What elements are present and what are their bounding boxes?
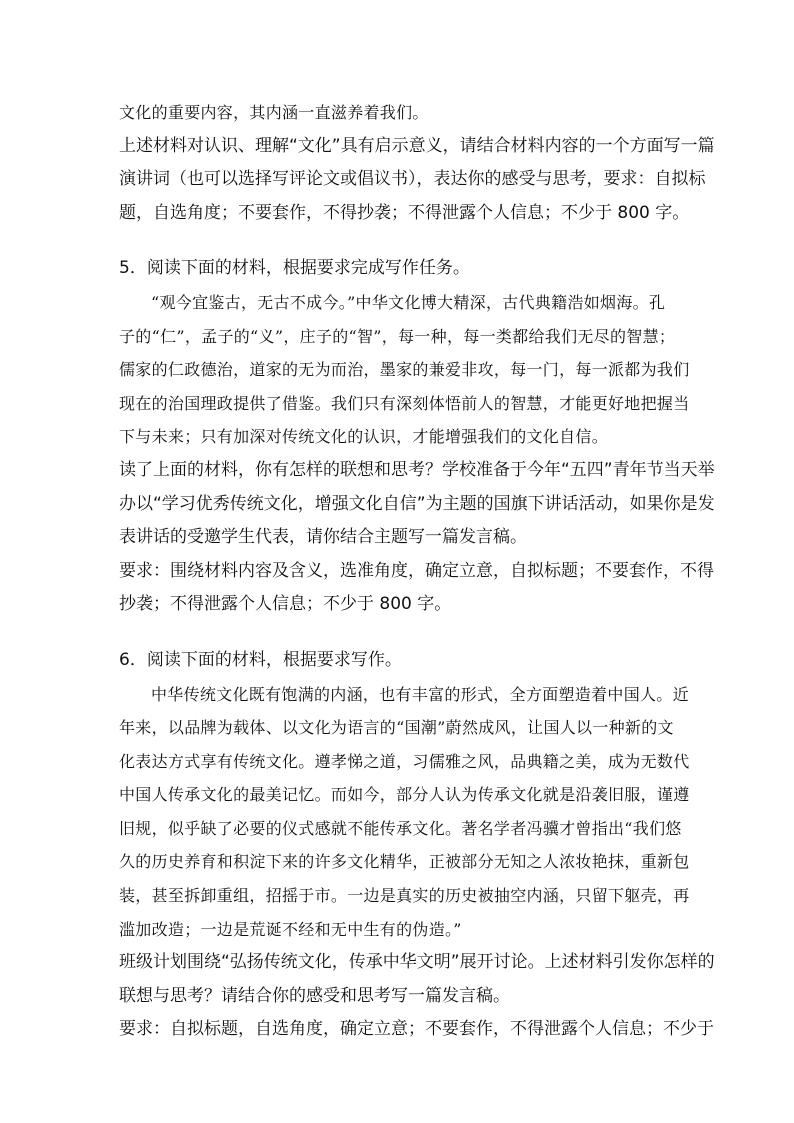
material-line: 中国人传承文化的最美记忆。而如今，部分人认为传承文化就是沿袭旧服，谨遵 <box>119 785 690 805</box>
task-line: 联想与思考？请结合你的感受和思考写一篇发言稿。 <box>119 985 510 1006</box>
requirements-line: 抄袭；不得泄露个人信息；不少于 800 字。 <box>119 594 452 615</box>
material-line: 久的历史养育和积淀下来的许多文化精华，正被部分无知之人浓妆艳抹，重新包 <box>119 852 690 872</box>
material-line: 滥加改造；一边是荒诞不经和无中生有的伪造。” <box>119 919 462 939</box>
previous-question-tail <box>119 96 715 230</box>
task-line: 题，自选角度；不要套作，不得抄袭；不得泄露个人信息；不少于 800 字。 <box>119 202 690 223</box>
material-line: 年来，以品牌为载体、以文化为语言的“国潮”蔚然成风，让国人以一种新的文 <box>119 718 674 738</box>
task-line: 上述材料对认识、理解“文化”具有启示意义，请结合材料内容的一个方面写一篇 <box>119 135 715 156</box>
task-line: 读了上面的材料，你有怎样的联想和思考？学校准备于今年“五四”青年节当天举 <box>119 459 715 480</box>
requirements-line: 要求：围绕材料内容及含义，选准角度，确定立意，自拟标题；不要套作，不得 <box>119 560 714 581</box>
material-line: 下与未来；只有加深对传统文化的认识，才能增强我们的文化自信。 <box>119 427 609 447</box>
question-heading: 6．阅读下面的材料，根据要求写作。 <box>119 649 402 670</box>
material-line: 文化的重要内容，其内涵一直滋养着我们。 <box>119 103 429 122</box>
question-heading: 5．阅读下面的材料，根据要求完成写作任务。 <box>119 258 470 279</box>
task-line: 班级计划围绕“弘扬传统文化，传承中华文明”展开讨论。上述材料引发你怎样的 <box>119 952 715 973</box>
question-5 <box>119 252 715 622</box>
material-line: 现在的治国理政提供了借鉴。我们只有深刻体悟前人的智慧，才能更好地把握当 <box>119 393 690 413</box>
material-line: 儒家的仁政德治，道家的无为而治，墨家的兼爱非攻，每一门，每一派都为我们 <box>119 360 690 380</box>
task-line: 表讲话的受邀学生代表，请你结合主题写一篇发言稿。 <box>119 527 527 548</box>
page-content <box>119 96 715 1047</box>
material-line: 装，甚至拆卸重组，招摇于市。一边是真实的历史被抽空内涵，只留下躯壳，再 <box>119 886 690 906</box>
material-line: 中华传统文化既有饱满的内涵，也有丰富的形式，全方面塑造着中国人。近 <box>151 684 689 704</box>
section-gap <box>119 230 681 252</box>
material-line: “观今宜鉴古，无古不成今。”中华文化博大精深，古代典籍浩如烟海。孔 <box>151 292 666 312</box>
task-line: 办以“学习优秀传统文化，增强文化自信”为主题的国旗下讲话活动，如果你是发 <box>119 493 715 514</box>
section-gap <box>119 622 681 644</box>
material-line: 化表达方式享有传统文化。遵孝悌之道，习儒雅之风，品典籍之美，成为无数代 <box>119 751 690 771</box>
question-6 <box>119 644 715 1047</box>
requirements-line: 要求：自拟标题，自选角度，确定立意；不要套作，不得泄露个人信息；不少于 <box>119 1019 714 1040</box>
material-line: 旧规，似乎缺了必要的仪式感就不能传承文化。著名学者冯骥才曾指出“我们悠 <box>119 818 682 838</box>
task-line: 演讲词（也可以选择写评论文或倡议书），表达你的感受与思考，要求：自拟标 <box>119 169 706 190</box>
material-line: 子的“仁”，孟子的“义”，庄子的“智”，每一种，每一类都给我们无尽的智慧； <box>119 326 676 346</box>
